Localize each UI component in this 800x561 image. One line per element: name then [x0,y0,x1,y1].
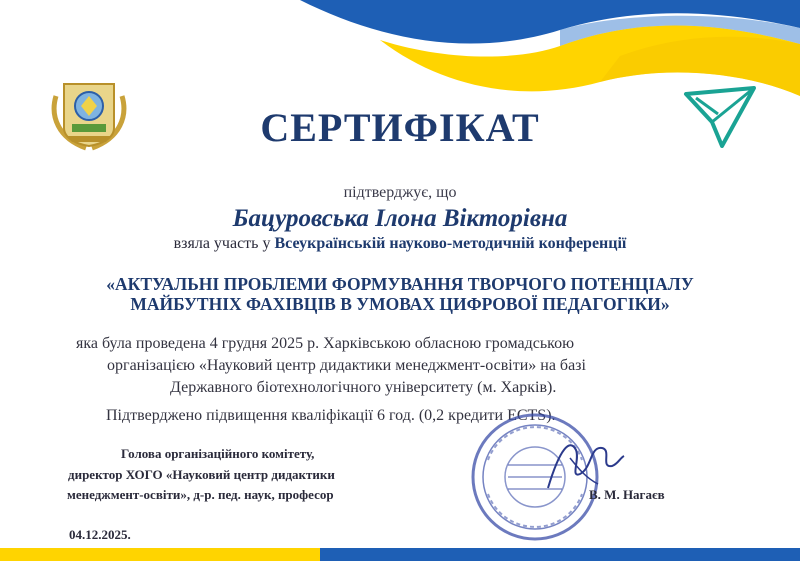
participation-event: Всеукраїнській науково-методичній конференції [274,235,627,252]
bottom-flag-band [0,548,800,561]
signer-name: В. М. Нагаєв [589,487,665,502]
conference-theme-line-2: МАЙБУТНІХ ФАХІВЦІВ В УМОВАХ ЦИФРОВОЇ ПЕДАГОГІКИ» [130,294,670,314]
signature-title-line-3: менеджмент-освіти», д-р. пед. наук, професор [67,487,334,502]
details-line-1: яка була проведена 4 грудня 2025 р. Харківською обласною громадською [76,335,575,352]
conference-theme-line-1: «АКТУАЛЬНІ ПРОБЛЕМИ ФОРМУВАННЯ ТВОРЧОГО ПОТЕНЦІАЛУ [106,274,694,294]
participation-text [0,235,800,253]
details-line-2: організацією «Науковий центр дидактики менеджмент-освіти» на базі [107,357,586,374]
participation-prefix: взяла участь у [173,235,275,252]
certificate-title: СЕРТИФІКАТ [260,105,540,150]
signature-title-line-1: Голова організаційного комітету, [121,446,315,461]
signature-title-line-2: директор ХОГО «Науковий центр дидактики [68,467,335,482]
confirms-text: підтверджує, що [343,184,457,201]
recipient-name: Бацуровська Ілона Вікторівна [232,205,568,232]
issue-date: 04.12.2025. [69,527,131,542]
qualification-text: Підтверджено підвищення кваліфікації 6 год. (0,2 кредити ECTS). [106,407,556,424]
details-line-3: Державного біотехнологічного університету (м. Харків). [170,379,557,396]
